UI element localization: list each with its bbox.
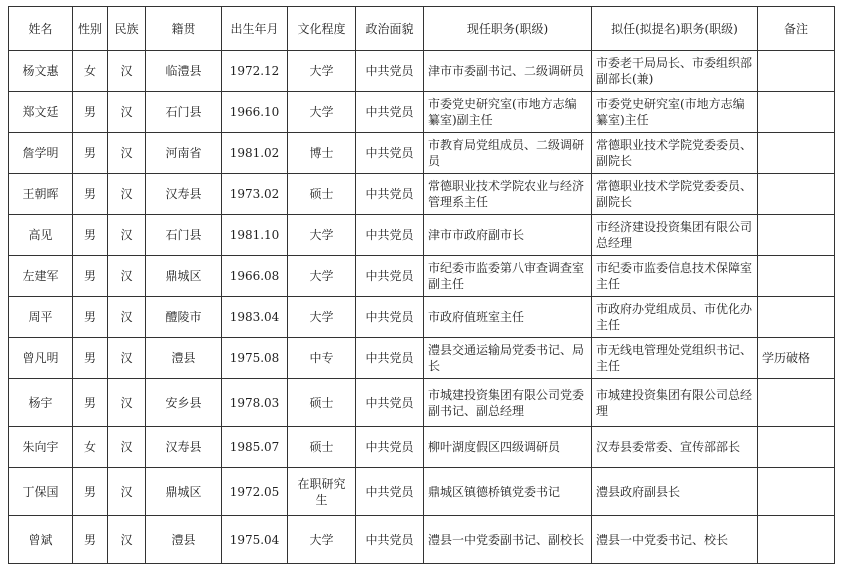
header-proposed-position: 拟任(拟提名)职务(职级) — [592, 7, 758, 51]
cell-birth: 1981.02 — [222, 133, 288, 174]
cell-name: 詹学明 — [9, 133, 73, 174]
cell-name: 周平 — [9, 297, 73, 338]
cell-name: 曾凡明 — [9, 338, 73, 379]
cell-proposed-position: 常德职业技术学院党委委员、副院长 — [592, 133, 758, 174]
cell-remarks — [758, 516, 835, 564]
cell-birth: 1981.10 — [222, 215, 288, 256]
cell-proposed-position: 市委老干局局长、市委组织部副部长(兼) — [592, 51, 758, 92]
cell-current-position: 市纪委市监委第八审查调查室副主任 — [424, 256, 592, 297]
cell-education: 大学 — [288, 51, 356, 92]
cell-proposed-position: 澧县一中党委书记、校长 — [592, 516, 758, 564]
cell-name: 曾斌 — [9, 516, 73, 564]
cell-remarks — [758, 379, 835, 427]
cell-remarks — [758, 427, 835, 468]
cell-current-position: 津市市委副书记、二级调研员 — [424, 51, 592, 92]
cell-remarks — [758, 215, 835, 256]
cell-name: 王朝晖 — [9, 174, 73, 215]
cell-education: 中专 — [288, 338, 356, 379]
cell-remarks — [758, 256, 835, 297]
cell-current-position: 澧县交通运输局党委书记、局长 — [424, 338, 592, 379]
personnel-table — [8, 6, 835, 564]
cell-birth: 1972.05 — [222, 468, 288, 516]
cell-remarks — [758, 297, 835, 338]
cell-political-status: 中共党员 — [356, 468, 424, 516]
header-name: 姓名 — [9, 7, 73, 51]
cell-gender: 男 — [73, 256, 108, 297]
cell-proposed-position: 市无线电管理处党组织书记、主任 — [592, 338, 758, 379]
table-row — [9, 133, 835, 174]
cell-ethnicity: 汉 — [108, 297, 146, 338]
cell-political-status: 中共党员 — [356, 174, 424, 215]
cell-current-position: 市城建投资集团有限公司党委副书记、副总经理 — [424, 379, 592, 427]
cell-ethnicity: 汉 — [108, 215, 146, 256]
cell-native-place: 汉寿县 — [146, 174, 222, 215]
cell-gender: 男 — [73, 468, 108, 516]
cell-proposed-position: 常德职业技术学院党委委员、副院长 — [592, 174, 758, 215]
cell-political-status: 中共党员 — [356, 256, 424, 297]
table-row — [9, 92, 835, 133]
cell-ethnicity: 汉 — [108, 174, 146, 215]
cell-native-place: 醴陵市 — [146, 297, 222, 338]
cell-political-status: 中共党员 — [356, 92, 424, 133]
cell-proposed-position: 市政府办党组成员、市优化办主任 — [592, 297, 758, 338]
cell-native-place: 安乡县 — [146, 379, 222, 427]
cell-ethnicity: 汉 — [108, 133, 146, 174]
cell-education: 大学 — [288, 516, 356, 564]
cell-political-status: 中共党员 — [356, 51, 424, 92]
table-row — [9, 256, 835, 297]
header-birth: 出生年月 — [222, 7, 288, 51]
cell-education: 硕士 — [288, 379, 356, 427]
cell-native-place: 澧县 — [146, 516, 222, 564]
table-row — [9, 379, 835, 427]
header-political-status: 政治面貌 — [356, 7, 424, 51]
header-gender: 性别 — [73, 7, 108, 51]
cell-birth: 1983.04 — [222, 297, 288, 338]
cell-education: 大学 — [288, 256, 356, 297]
cell-ethnicity: 汉 — [108, 468, 146, 516]
cell-name: 朱向宇 — [9, 427, 73, 468]
cell-current-position: 常德职业技术学院农业与经济管理系主任 — [424, 174, 592, 215]
cell-birth: 1972.12 — [222, 51, 288, 92]
cell-birth: 1985.07 — [222, 427, 288, 468]
table-row — [9, 215, 835, 256]
cell-remarks — [758, 92, 835, 133]
table-body — [9, 51, 835, 564]
table-row — [9, 297, 835, 338]
cell-education: 硕士 — [288, 427, 356, 468]
cell-native-place: 河南省 — [146, 133, 222, 174]
cell-ethnicity: 汉 — [108, 92, 146, 133]
header-education: 文化程度 — [288, 7, 356, 51]
cell-education: 大学 — [288, 215, 356, 256]
cell-gender: 男 — [73, 338, 108, 379]
table-row — [9, 338, 835, 379]
table-row — [9, 51, 835, 92]
cell-gender: 女 — [73, 427, 108, 468]
cell-ethnicity: 汉 — [108, 379, 146, 427]
cell-native-place: 汉寿县 — [146, 427, 222, 468]
cell-name: 高见 — [9, 215, 73, 256]
table-row — [9, 427, 835, 468]
cell-birth: 1975.04 — [222, 516, 288, 564]
table-row — [9, 174, 835, 215]
cell-ethnicity: 汉 — [108, 256, 146, 297]
cell-political-status: 中共党员 — [356, 133, 424, 174]
cell-birth: 1966.08 — [222, 256, 288, 297]
cell-political-status: 中共党员 — [356, 338, 424, 379]
cell-ethnicity: 汉 — [108, 427, 146, 468]
cell-native-place: 石门县 — [146, 215, 222, 256]
cell-gender: 男 — [73, 133, 108, 174]
cell-proposed-position: 汉寿县委常委、宣传部部长 — [592, 427, 758, 468]
cell-gender: 男 — [73, 92, 108, 133]
cell-current-position: 市委党史研究室(市地方志编纂室)副主任 — [424, 92, 592, 133]
cell-name: 郑文廷 — [9, 92, 73, 133]
cell-native-place: 鼎城区 — [146, 256, 222, 297]
cell-native-place: 鼎城区 — [146, 468, 222, 516]
cell-education: 博士 — [288, 133, 356, 174]
cell-current-position: 津市市政府副市长 — [424, 215, 592, 256]
cell-political-status: 中共党员 — [356, 379, 424, 427]
cell-education: 大学 — [288, 297, 356, 338]
cell-gender: 男 — [73, 516, 108, 564]
cell-birth: 1966.10 — [222, 92, 288, 133]
cell-proposed-position: 市城建投资集团有限公司总经理 — [592, 379, 758, 427]
cell-name: 杨文惠 — [9, 51, 73, 92]
cell-current-position: 澧县一中党委副书记、副校长 — [424, 516, 592, 564]
cell-current-position: 市教育局党组成员、二级调研员 — [424, 133, 592, 174]
header-ethnicity: 民族 — [108, 7, 146, 51]
cell-remarks — [758, 133, 835, 174]
cell-gender: 男 — [73, 174, 108, 215]
cell-education: 硕士 — [288, 174, 356, 215]
cell-ethnicity: 汉 — [108, 51, 146, 92]
header-row — [9, 7, 835, 51]
cell-proposed-position: 市委党史研究室(市地方志编纂室)主任 — [592, 92, 758, 133]
cell-political-status: 中共党员 — [356, 297, 424, 338]
cell-native-place: 澧县 — [146, 338, 222, 379]
cell-birth: 1973.02 — [222, 174, 288, 215]
header-remarks: 备注 — [758, 7, 835, 51]
cell-education: 在职研究生 — [288, 468, 356, 516]
cell-name: 丁保国 — [9, 468, 73, 516]
cell-current-position: 市政府值班室主任 — [424, 297, 592, 338]
cell-native-place: 石门县 — [146, 92, 222, 133]
cell-current-position: 柳叶湖度假区四级调研员 — [424, 427, 592, 468]
cell-remarks — [758, 468, 835, 516]
cell-ethnicity: 汉 — [108, 516, 146, 564]
cell-gender: 男 — [73, 215, 108, 256]
personnel-table-container — [8, 6, 835, 564]
cell-gender: 男 — [73, 297, 108, 338]
cell-gender: 男 — [73, 379, 108, 427]
cell-political-status: 中共党员 — [356, 427, 424, 468]
cell-birth: 1975.08 — [222, 338, 288, 379]
cell-name: 杨宇 — [9, 379, 73, 427]
cell-political-status: 中共党员 — [356, 215, 424, 256]
cell-name: 左建军 — [9, 256, 73, 297]
cell-proposed-position: 市经济建设投资集团有限公司总经理 — [592, 215, 758, 256]
cell-education: 大学 — [288, 92, 356, 133]
table-row — [9, 468, 835, 516]
cell-political-status: 中共党员 — [356, 516, 424, 564]
cell-remarks: 学历破格 — [758, 338, 835, 379]
cell-proposed-position: 澧县政府副县长 — [592, 468, 758, 516]
header-native-place: 籍贯 — [146, 7, 222, 51]
cell-remarks — [758, 51, 835, 92]
cell-native-place: 临澧县 — [146, 51, 222, 92]
table-row — [9, 516, 835, 564]
cell-remarks — [758, 174, 835, 215]
header-current-position: 现任职务(职级) — [424, 7, 592, 51]
cell-birth: 1978.03 — [222, 379, 288, 427]
cell-ethnicity: 汉 — [108, 338, 146, 379]
cell-current-position: 鼎城区镇德桥镇党委书记 — [424, 468, 592, 516]
cell-proposed-position: 市纪委市监委信息技术保障室主任 — [592, 256, 758, 297]
cell-gender: 女 — [73, 51, 108, 92]
